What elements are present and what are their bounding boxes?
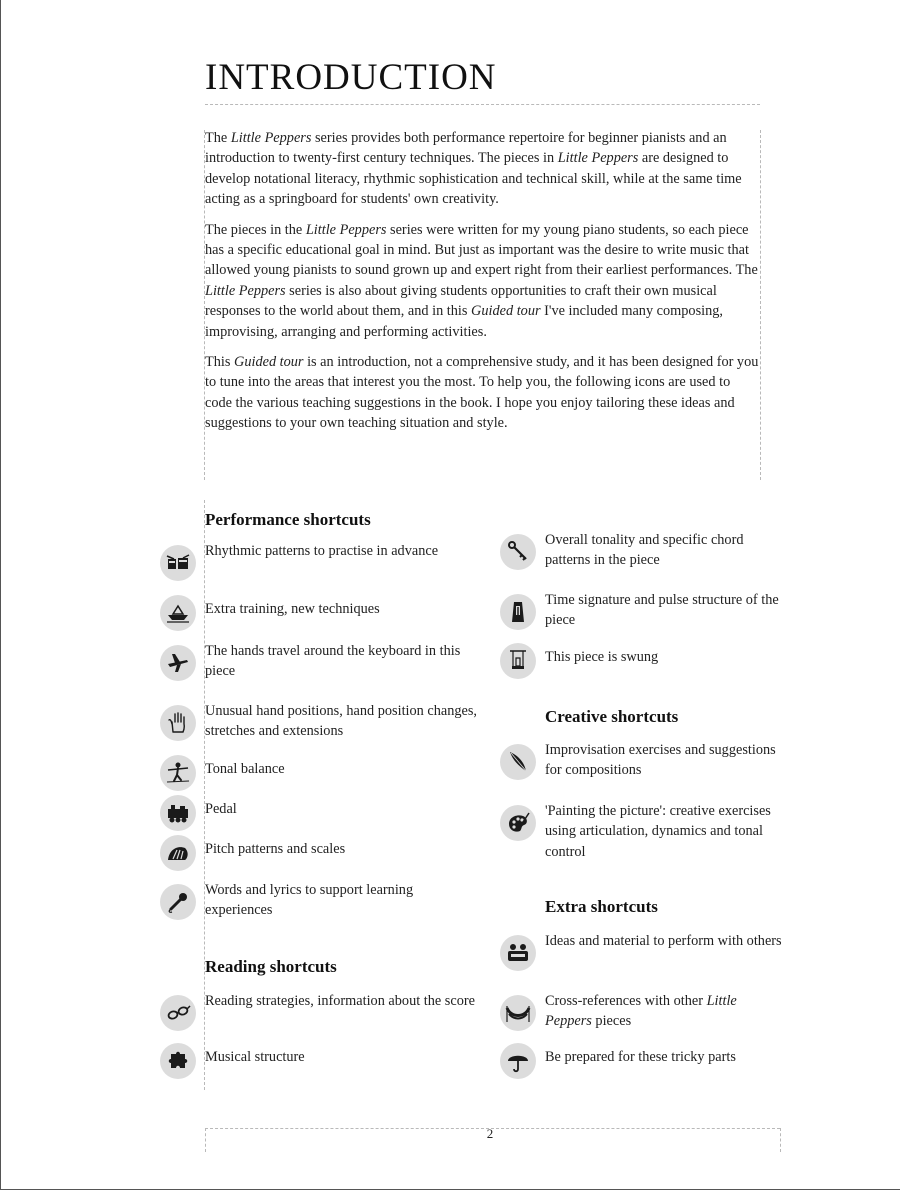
boat-icon bbox=[160, 595, 196, 631]
italic-text: Little Peppers bbox=[545, 993, 737, 1030]
intro-paragraph: The pieces in the Little Peppers series were written for my young piano students, so each piece has a specific educational goal in mind. But just as important was the desire to write music that allowed young pianists to sound grown up and expert right from their earliest performances. The Little Peppers series is also about giving students opportunities to craft their own musical responses to the world about them, and in this Guided tour I've included many composing, improvising, arranging and performing activities. bbox=[205, 221, 758, 340]
airplane-icon bbox=[160, 645, 196, 681]
shortcut-label: Musical structure bbox=[205, 1049, 305, 1065]
intro-text bbox=[205, 128, 760, 444]
shortcut-label: 'Painting the picture': creative exercises using articulation, dynamics and tonal control bbox=[545, 803, 771, 860]
train-icon bbox=[160, 795, 196, 831]
shortcut-label: Tonal balance bbox=[205, 761, 285, 777]
shortcut-label: Ideas and material to perform with others bbox=[545, 933, 782, 949]
umbrella-icon bbox=[500, 1043, 536, 1079]
drums-icon bbox=[160, 545, 196, 581]
guide-line bbox=[760, 130, 761, 480]
shortcut-label: Rhythmic patterns to practise in advance bbox=[205, 543, 439, 559]
shell-icon bbox=[160, 835, 196, 871]
metronome-icon bbox=[500, 594, 536, 630]
glasses-icon bbox=[160, 995, 196, 1031]
italic-text: Guided tour bbox=[471, 303, 541, 320]
puzzle-icon bbox=[160, 1043, 196, 1079]
shortcut-label: Overall tonality and specific chord patterns in the piece bbox=[545, 532, 744, 569]
people-icon bbox=[500, 935, 536, 971]
guide-line bbox=[780, 1128, 781, 1152]
section-heading-extra: Extra shortcuts bbox=[545, 897, 658, 916]
intro-paragraph: The Little Peppers series provides both performance repertoire for beginner pianists and an introduction to twenty-first century techniques. The pieces in Little Peppers are designed to develop notational literacy, rhythmic sophistication and technical skill, while at the same time acting as a springboard for students' own creativity. bbox=[205, 130, 742, 208]
section-heading-performance: Performance shortcuts bbox=[205, 510, 371, 529]
page-left-edge bbox=[0, 0, 1, 1190]
shortcut-label: Pitch patterns and scales bbox=[205, 841, 346, 857]
shortcut-label: Extra training, new techniques bbox=[205, 601, 380, 617]
shortcut-label: Be prepared for these tricky parts bbox=[545, 1049, 736, 1065]
italic-text: Little Peppers bbox=[205, 282, 286, 299]
shortcut-label: Cross-references with other Little Peppers pieces bbox=[545, 993, 737, 1030]
italic-text: Guided tour bbox=[234, 354, 304, 371]
page-title: INTRODUCTION bbox=[205, 57, 497, 98]
shortcut-label: Improvisation exercises and suggestions for compositions bbox=[545, 742, 776, 779]
section-heading-creative: Creative shortcuts bbox=[545, 707, 679, 726]
page-number: 2 bbox=[486, 1126, 494, 1141]
palette-icon bbox=[500, 805, 536, 841]
italic-text: Little Peppers bbox=[230, 130, 312, 146]
microphone-icon bbox=[160, 884, 196, 920]
key-icon bbox=[500, 534, 536, 570]
shortcut-label: Words and lyrics to support learning experiences bbox=[205, 882, 414, 919]
shortcut-label: Reading strategies, information about the score bbox=[205, 993, 475, 1009]
guide-line bbox=[205, 104, 760, 105]
swing-icon bbox=[500, 643, 536, 679]
hand-icon bbox=[160, 705, 196, 741]
italic-text: Little Peppers bbox=[557, 150, 639, 167]
shortcut-label: Time signature and pulse structure of the piece bbox=[545, 592, 779, 629]
shortcut-label: Unusual hand positions, hand position changes, stretches and extensions bbox=[205, 703, 478, 740]
shortcut-label: This piece is swung bbox=[545, 649, 659, 665]
italic-text: Little Peppers bbox=[305, 221, 387, 238]
shortcut-label: Pedal bbox=[205, 801, 237, 817]
hammock-icon bbox=[500, 995, 536, 1031]
intro-paragraph: This Guided tour is an introduction, not a comprehensive study, and it has been designed for you to tune into the areas that interest you the most. To help you, the following icons are used to code the various teaching suggestions in the book. I hope you enjoy tailoring these ideas and suggestions to your own teaching situation and style. bbox=[205, 354, 759, 432]
tightrope-walker-icon bbox=[160, 755, 196, 791]
feather-icon bbox=[500, 744, 536, 780]
guide-line bbox=[205, 1128, 206, 1152]
shortcut-label: The hands travel around the keyboard in this piece bbox=[205, 643, 461, 680]
section-heading-reading: Reading shortcuts bbox=[205, 957, 337, 976]
